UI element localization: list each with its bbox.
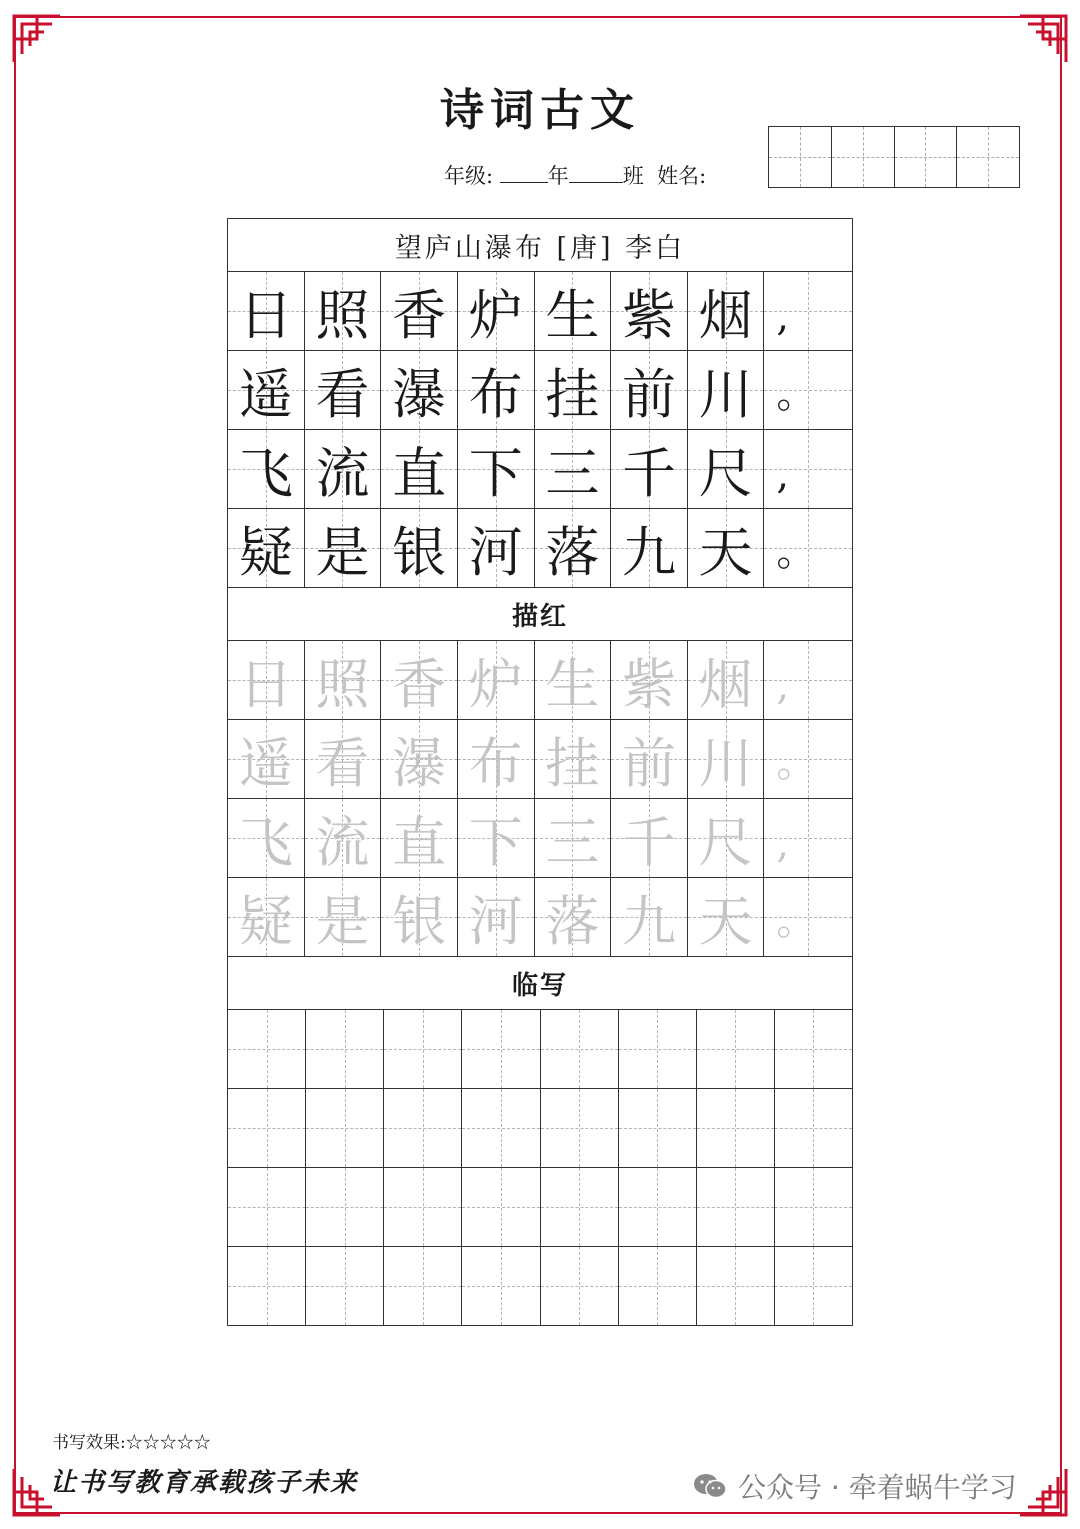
character: 日 bbox=[238, 283, 293, 347]
grid-row bbox=[228, 878, 852, 956]
trace-section-label: 描红 bbox=[228, 587, 852, 641]
grid-cell[interactable] bbox=[619, 1010, 697, 1088]
grid-cell bbox=[228, 430, 305, 508]
character: 瀑 bbox=[392, 362, 447, 426]
character: 看 bbox=[315, 362, 370, 426]
character: 。 bbox=[776, 529, 817, 575]
grid-cell bbox=[381, 351, 458, 429]
character: , bbox=[776, 821, 790, 867]
grid-cell[interactable] bbox=[619, 1247, 697, 1325]
corner-ornament-icon bbox=[1018, 14, 1068, 64]
grid-cell[interactable] bbox=[306, 1168, 384, 1246]
grid-cell bbox=[611, 878, 688, 956]
character: 布 bbox=[468, 731, 523, 795]
grid-cell bbox=[764, 799, 852, 877]
character: 飞 bbox=[238, 810, 293, 874]
grid-cell bbox=[764, 272, 852, 350]
grid-cell[interactable] bbox=[775, 1247, 852, 1325]
character: 。 bbox=[776, 898, 817, 944]
grid-cell[interactable] bbox=[462, 1089, 540, 1167]
name-cell[interactable] bbox=[895, 127, 958, 187]
grid-cell bbox=[764, 641, 852, 719]
grid-cell bbox=[535, 878, 612, 956]
grid-cell[interactable] bbox=[697, 1247, 775, 1325]
writing-rating bbox=[52, 1428, 211, 1453]
grid-cell bbox=[458, 878, 535, 956]
grid-cell[interactable] bbox=[619, 1089, 697, 1167]
grid-row bbox=[228, 509, 852, 587]
watermark-text: 公众号 · 牵着蜗牛学习 bbox=[738, 1471, 1017, 1504]
corner-ornament-icon bbox=[12, 14, 62, 64]
character: 紫 bbox=[621, 652, 676, 716]
grid-cell[interactable] bbox=[306, 1247, 384, 1325]
grid-cell[interactable] bbox=[541, 1247, 619, 1325]
grid-cell bbox=[688, 272, 765, 350]
grid-row bbox=[228, 272, 852, 351]
motto-text: 让书写教育承载孩子未来 bbox=[50, 1468, 359, 1498]
name-cell[interactable] bbox=[769, 127, 832, 187]
grade-year-field[interactable] bbox=[500, 182, 548, 183]
character: 挂 bbox=[545, 731, 600, 795]
grid-row bbox=[228, 641, 852, 720]
grid-cell[interactable] bbox=[228, 1168, 306, 1246]
character: 疑 bbox=[238, 520, 293, 584]
grid-cell[interactable] bbox=[697, 1010, 775, 1088]
watermark bbox=[692, 1466, 1017, 1506]
grid-row bbox=[228, 1168, 852, 1247]
grid-cell bbox=[381, 799, 458, 877]
name-label: 姓名: bbox=[657, 164, 707, 188]
grid-cell bbox=[305, 430, 382, 508]
corner-ornament-icon bbox=[1018, 1467, 1068, 1517]
grid-cell bbox=[458, 799, 535, 877]
grid-cell[interactable] bbox=[462, 1247, 540, 1325]
character: 河 bbox=[468, 520, 523, 584]
character: 照 bbox=[315, 283, 370, 347]
character: 直 bbox=[392, 441, 447, 505]
grid-cell bbox=[305, 351, 382, 429]
grid-cell bbox=[611, 720, 688, 798]
grid-cell bbox=[535, 272, 612, 350]
character: 炉 bbox=[468, 652, 523, 716]
character: 炉 bbox=[468, 283, 523, 347]
character: 照 bbox=[315, 652, 370, 716]
grid-cell bbox=[688, 720, 765, 798]
character: 生 bbox=[545, 283, 600, 347]
copy-grid[interactable] bbox=[228, 1010, 852, 1325]
character: 千 bbox=[621, 441, 676, 505]
grid-cell[interactable] bbox=[384, 1089, 462, 1167]
writing-sheet bbox=[227, 218, 853, 1326]
grid-cell[interactable] bbox=[462, 1010, 540, 1088]
character: 下 bbox=[468, 810, 523, 874]
grid-cell bbox=[764, 720, 852, 798]
copy-section-label: 临写 bbox=[228, 956, 852, 1010]
character: 是 bbox=[315, 889, 370, 953]
grid-cell bbox=[458, 351, 535, 429]
character: 落 bbox=[545, 520, 600, 584]
grid-cell bbox=[535, 430, 612, 508]
character: 三 bbox=[545, 810, 600, 874]
grid-cell[interactable] bbox=[775, 1089, 852, 1167]
rating-label: 书写效果: bbox=[52, 1433, 126, 1453]
character: 烟 bbox=[698, 283, 753, 347]
trace-grid[interactable] bbox=[228, 641, 852, 956]
grid-cell bbox=[688, 799, 765, 877]
grid-cell[interactable] bbox=[775, 1010, 852, 1088]
grid-row bbox=[228, 799, 852, 878]
grid-cell bbox=[688, 878, 765, 956]
grid-cell[interactable] bbox=[228, 1089, 306, 1167]
character: 天 bbox=[698, 889, 753, 953]
character: 流 bbox=[315, 810, 370, 874]
grid-cell bbox=[381, 509, 458, 587]
grid-cell[interactable] bbox=[306, 1089, 384, 1167]
grid-cell[interactable] bbox=[541, 1010, 619, 1088]
grid-cell bbox=[458, 430, 535, 508]
name-cell[interactable] bbox=[957, 127, 1019, 187]
grid-row bbox=[228, 1010, 852, 1089]
grid-cell bbox=[228, 509, 305, 587]
grid-cell bbox=[458, 272, 535, 350]
grid-cell bbox=[535, 799, 612, 877]
character: 遥 bbox=[238, 362, 293, 426]
grid-cell bbox=[535, 509, 612, 587]
poem-text bbox=[228, 272, 852, 587]
character: 生 bbox=[545, 652, 600, 716]
grid-row bbox=[228, 351, 852, 430]
rating-stars[interactable]: ☆☆☆☆☆ bbox=[125, 1433, 211, 1453]
grid-cell bbox=[611, 430, 688, 508]
grid-cell bbox=[305, 799, 382, 877]
character: 是 bbox=[315, 520, 370, 584]
character: 三 bbox=[545, 441, 600, 505]
grid-cell bbox=[381, 430, 458, 508]
grid-cell bbox=[381, 878, 458, 956]
page-title: 诗词古文 bbox=[440, 85, 640, 136]
grid-cell bbox=[381, 641, 458, 719]
character: 落 bbox=[545, 889, 600, 953]
grid-cell[interactable] bbox=[384, 1247, 462, 1325]
class-field[interactable] bbox=[569, 182, 623, 183]
grid-cell bbox=[764, 351, 852, 429]
grid-cell bbox=[228, 878, 305, 956]
grid-cell[interactable] bbox=[228, 1247, 306, 1325]
grid-cell[interactable] bbox=[541, 1168, 619, 1246]
character: 飞 bbox=[238, 441, 293, 505]
character: 香 bbox=[392, 283, 447, 347]
grid-cell[interactable] bbox=[697, 1168, 775, 1246]
grid-row bbox=[228, 720, 852, 799]
grid-cell bbox=[305, 720, 382, 798]
grid-row bbox=[228, 1247, 852, 1325]
grid-cell bbox=[458, 720, 535, 798]
character: 看 bbox=[315, 731, 370, 795]
grid-cell[interactable] bbox=[306, 1010, 384, 1088]
grid-cell bbox=[764, 509, 852, 587]
class-label: 班 bbox=[622, 164, 644, 188]
grid-cell[interactable] bbox=[541, 1089, 619, 1167]
wechat-icon bbox=[692, 1472, 728, 1500]
character: 布 bbox=[468, 362, 523, 426]
grid-cell bbox=[228, 720, 305, 798]
grid-cell bbox=[458, 509, 535, 587]
student-info bbox=[444, 160, 706, 190]
year-label: 年 bbox=[547, 164, 569, 188]
character: 前 bbox=[621, 362, 676, 426]
name-field[interactable] bbox=[768, 126, 1020, 188]
grid-cell bbox=[764, 878, 852, 956]
grid-cell bbox=[535, 351, 612, 429]
grid-cell bbox=[458, 641, 535, 719]
grid-row bbox=[228, 1089, 852, 1168]
grid-cell[interactable] bbox=[697, 1089, 775, 1167]
character: 瀑 bbox=[392, 731, 447, 795]
character: 挂 bbox=[545, 362, 600, 426]
grid-cell bbox=[611, 272, 688, 350]
character: 尺 bbox=[698, 441, 753, 505]
grade-label: 年级: bbox=[444, 164, 494, 188]
grid-cell bbox=[228, 641, 305, 719]
character: 直 bbox=[392, 810, 447, 874]
grid-cell bbox=[535, 641, 612, 719]
character: 川 bbox=[698, 731, 753, 795]
grid-cell bbox=[688, 351, 765, 429]
character: , bbox=[776, 663, 790, 709]
character: 。 bbox=[776, 371, 817, 417]
grid-cell bbox=[228, 272, 305, 350]
grid-cell bbox=[305, 641, 382, 719]
character: 川 bbox=[698, 362, 753, 426]
grid-cell[interactable] bbox=[462, 1168, 540, 1246]
character: 下 bbox=[468, 441, 523, 505]
character: 遥 bbox=[238, 731, 293, 795]
grid-cell bbox=[611, 641, 688, 719]
grid-cell bbox=[688, 430, 765, 508]
grid-cell bbox=[611, 799, 688, 877]
grid-cell bbox=[611, 351, 688, 429]
character: 香 bbox=[392, 652, 447, 716]
character: 河 bbox=[468, 889, 523, 953]
grid-cell bbox=[764, 430, 852, 508]
grid-cell bbox=[305, 272, 382, 350]
character: 紫 bbox=[621, 283, 676, 347]
poem-heading: 望庐山瀑布 [唐] 李白 bbox=[228, 219, 852, 272]
character: , bbox=[776, 294, 790, 340]
character: 。 bbox=[776, 740, 817, 786]
grid-cell bbox=[381, 720, 458, 798]
grid-cell[interactable] bbox=[775, 1168, 852, 1246]
grid-cell bbox=[688, 641, 765, 719]
grid-cell bbox=[305, 509, 382, 587]
grid-cell bbox=[688, 509, 765, 587]
grid-cell bbox=[535, 720, 612, 798]
character: 流 bbox=[315, 441, 370, 505]
character: 银 bbox=[392, 889, 447, 953]
character: 前 bbox=[621, 731, 676, 795]
character: 银 bbox=[392, 520, 447, 584]
grid-cell bbox=[228, 799, 305, 877]
character: 烟 bbox=[698, 652, 753, 716]
grid-cell[interactable] bbox=[384, 1168, 462, 1246]
character: 九 bbox=[621, 520, 676, 584]
grid-row bbox=[228, 430, 852, 509]
character: 尺 bbox=[698, 810, 753, 874]
character: 天 bbox=[698, 520, 753, 584]
character: , bbox=[776, 452, 790, 498]
grid-cell bbox=[228, 351, 305, 429]
character: 疑 bbox=[238, 889, 293, 953]
character: 千 bbox=[621, 810, 676, 874]
character: 日 bbox=[238, 652, 293, 716]
character: 九 bbox=[621, 889, 676, 953]
grid-cell bbox=[381, 272, 458, 350]
grid-cell[interactable] bbox=[619, 1168, 697, 1246]
grid-cell[interactable] bbox=[228, 1010, 306, 1088]
name-cell[interactable] bbox=[832, 127, 895, 187]
grid-cell bbox=[611, 509, 688, 587]
grid-cell bbox=[305, 878, 382, 956]
grid-cell[interactable] bbox=[384, 1010, 462, 1088]
